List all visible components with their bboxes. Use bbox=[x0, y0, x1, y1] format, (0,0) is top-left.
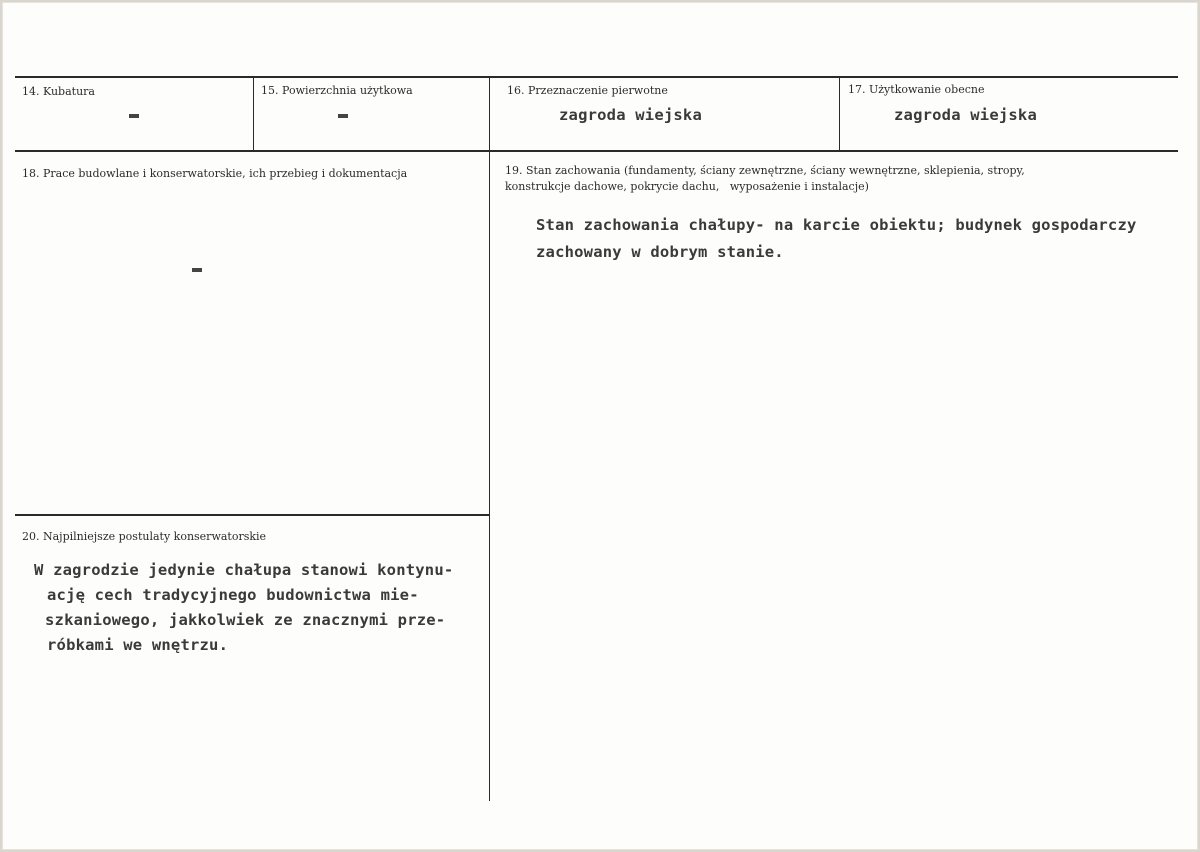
field-18-value-dash bbox=[192, 268, 202, 272]
field-14-value-dash bbox=[129, 114, 139, 118]
field-14-label: 14. Kubatura bbox=[22, 85, 95, 98]
field-15-label: 15. Powierzchnia użytkowa bbox=[261, 84, 413, 97]
field-19-text-line1: Stan zachowania chałupy- na karcie obiektu; budynek gospodarczy bbox=[536, 216, 1137, 234]
field-20-text-line2: ację cech tradycyjnego budownictwa mie- bbox=[47, 586, 419, 604]
field-20-label: 20. Najpilniejsze postulaty konserwatorskie bbox=[22, 530, 267, 543]
row1-bottom-rule bbox=[15, 150, 1178, 152]
field-20-text-line4: róbkami we wnętrzu. bbox=[47, 636, 229, 654]
field-15-value-dash bbox=[338, 114, 348, 118]
top-rule bbox=[15, 76, 1178, 78]
field-17-label: 17. Użytkowanie obecne bbox=[848, 83, 985, 96]
field-16-label: 16. Przeznaczenie pierwotne bbox=[507, 84, 668, 97]
field-20-text-line1: W zagrodzie jedynie chałupa stanowi kontynu- bbox=[34, 561, 454, 579]
divider-14-15 bbox=[253, 77, 254, 151]
field-19-text-line2: zachowany w dobrym stanie. bbox=[536, 243, 784, 261]
field-18-label: 18. Prace budowlane i konserwatorskie, ich przebieg i dokumentacja bbox=[22, 167, 408, 180]
field-19-label-line2: konstrukcje dachowe, pokrycie dachu, wyposażenie i instalacje) bbox=[505, 180, 869, 193]
field-19-label-line1: 19. Stan zachowania (fundamenty, ściany zewnętrzne, ściany wewnętrzne, sklepienia, stropy, bbox=[505, 164, 1025, 177]
field-20-text-line3: szkaniowego, jakkolwiek ze znacznymi prze- bbox=[45, 611, 446, 629]
field-16-value: zagroda wiejska bbox=[559, 106, 702, 124]
divider-15-16 bbox=[489, 77, 490, 801]
divider-16-17 bbox=[839, 77, 840, 151]
field18-bottom-rule bbox=[15, 514, 490, 516]
field-17-value: zagroda wiejska bbox=[894, 106, 1037, 124]
record-card bbox=[2, 2, 1198, 850]
